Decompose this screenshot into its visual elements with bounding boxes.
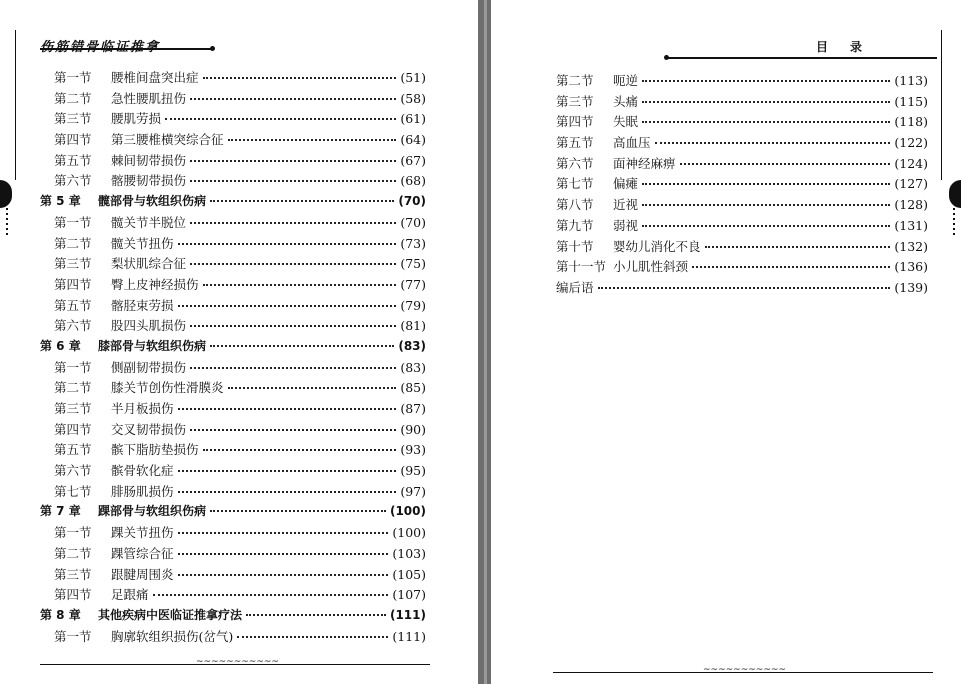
toc-dot-leader: [190, 324, 396, 327]
toc-entry-label: 第 5 章: [40, 194, 81, 209]
toc-entry-title: 膝部骨与软组织伤病: [98, 338, 207, 353]
toc-page-number: (122): [894, 135, 928, 151]
toc-dot-leader: [178, 490, 397, 493]
toc-page-number: (73): [400, 235, 426, 251]
toc-section-entry: [556, 216, 928, 237]
toc-dot-leader: [642, 79, 890, 82]
toc-dot-leader: [642, 100, 890, 103]
thumb-tab-dots: [6, 208, 8, 238]
header-rule: [40, 48, 212, 50]
toc-section-entry: [40, 544, 426, 565]
running-head-contents: 目录: [816, 40, 885, 54]
toc-dot-leader: [642, 120, 890, 123]
toc-entry-title: 偏瘫: [613, 176, 639, 192]
toc-page-number: (90): [400, 421, 426, 437]
toc-entry-title: 急性腰肌扭伤: [111, 90, 187, 106]
toc-page-number: (105): [392, 566, 426, 582]
toc-section-entry: [40, 585, 426, 606]
toc-entry-title: 呃逆: [613, 73, 639, 88]
toc-entry-title: 髌下脂肪垫损伤: [111, 442, 199, 458]
thumb-tab-dots: [953, 208, 955, 238]
toc-entry-label: 第六节: [54, 318, 92, 334]
toc-entry-label: 第三节: [54, 566, 92, 582]
toc-entry-label: 第四节: [54, 587, 92, 603]
toc-page-number: (87): [400, 401, 426, 416]
toc-entry-title: 髌骨软化症: [111, 463, 174, 479]
toc-page-number: (131): [894, 217, 928, 233]
toc-entry-title: 高血压: [613, 135, 651, 151]
toc-section-entry: [40, 296, 426, 317]
toc-dot-leader: [178, 469, 397, 472]
toc-dot-leader: [178, 573, 389, 576]
toc-dot-leader: [190, 221, 396, 224]
toc-section-entry: [40, 151, 426, 172]
toc-list-left: [40, 68, 426, 647]
toc-entry-label: 第二节: [54, 545, 92, 561]
toc-dot-leader: [228, 138, 397, 141]
toc-entry-label: 第一节: [54, 525, 92, 541]
toc-entry-label: 第三节: [54, 111, 92, 127]
toc-entry-label: 第六节: [54, 173, 92, 189]
toc-page-number: (97): [400, 483, 426, 499]
toc-dot-leader: [203, 283, 397, 286]
toc-entry-title: 胸廓软组织损伤(岔气): [111, 628, 234, 644]
footer-ornament: ~~~~~~~~~~~: [196, 657, 279, 667]
toc-dot-leader: [680, 162, 891, 165]
toc-dot-leader: [237, 635, 388, 638]
toc-dot-leader: [178, 407, 397, 410]
toc-entry-label: 第四节: [54, 421, 92, 437]
toc-entry-label: 第 8 章: [40, 607, 81, 622]
toc-entry-label: 第五节: [556, 135, 594, 151]
toc-entry-label: 第二节: [54, 90, 92, 106]
toc-page-number: (103): [392, 545, 426, 561]
toc-page-number: (107): [392, 587, 426, 603]
toc-entry-title: 股四头肌损伤: [111, 318, 187, 334]
toc-entry-title: 足跟痛: [111, 587, 149, 603]
toc-entry-label: 第一节: [54, 628, 92, 644]
toc-entry-title: 踝关节扭伤: [111, 525, 174, 541]
toc-entry-title: 半月板损伤: [111, 401, 174, 416]
toc-page-number: (100): [392, 525, 426, 541]
toc-page-number: (51): [400, 70, 426, 85]
toc-dot-leader: [190, 159, 396, 162]
toc-section-entry: [40, 399, 426, 420]
toc-page-number: (124): [894, 155, 928, 171]
toc-page-number: (118): [894, 114, 928, 130]
toc-page-number: (127): [894, 176, 928, 192]
toc-entry-title: 髋关节扭伤: [111, 235, 174, 251]
toc-dot-leader: [178, 531, 389, 534]
toc-entry-label: 第六节: [556, 155, 594, 171]
toc-dot-leader: [210, 509, 386, 512]
toc-entry-title: 髂腰韧带损伤: [111, 173, 187, 189]
toc-entry-label: 第三节: [54, 401, 92, 416]
right-page: [491, 0, 961, 684]
header-rule-dot: [210, 46, 215, 51]
toc-entry-label: 第十节: [556, 238, 594, 254]
toc-entry-label: 第三节: [54, 256, 92, 272]
toc-section-entry: [556, 133, 928, 154]
toc-entry-title: 膝关节创伤性滑膜炎: [111, 380, 224, 396]
toc-dot-leader: [598, 286, 891, 289]
toc-entry-label: 第五节: [54, 152, 92, 168]
toc-dot-leader: [705, 245, 891, 248]
toc-entry-label: 第 6 章: [40, 338, 81, 353]
toc-page-number: (70): [398, 194, 426, 209]
toc-dot-leader: [190, 97, 396, 100]
toc-entry-label: 第六节: [54, 463, 92, 479]
toc-list-right: [556, 71, 928, 299]
toc-chapter-entry: [40, 606, 426, 627]
toc-entry-label: 第十一节: [556, 259, 607, 275]
toc-section-entry: [40, 109, 426, 130]
toc-entry-title: 小儿肌性斜颈: [613, 259, 689, 275]
toc-entry-title: 髋关节半脱位: [111, 214, 187, 230]
toc-page-number: (61): [400, 111, 426, 127]
toc-chapter-entry: [40, 502, 426, 523]
toc-section-entry: [40, 254, 426, 275]
toc-section-entry: [40, 461, 426, 482]
toc-section-entry: [40, 234, 426, 255]
toc-entry-title: 头痛: [613, 93, 639, 109]
toc-section-entry: [40, 482, 426, 503]
toc-entry-title: 髋部骨与软组织伤病: [98, 194, 207, 209]
header-rule: [667, 57, 937, 59]
toc-section-entry: [40, 523, 426, 544]
toc-section-entry: [40, 358, 426, 379]
toc-entry-label: 第七节: [556, 176, 594, 192]
toc-entry-label: 第四节: [54, 132, 92, 148]
toc-entry-label: 第二节: [54, 235, 92, 251]
toc-section-entry: [40, 275, 426, 296]
toc-section-entry: [40, 565, 426, 586]
toc-entry-title: 面神经麻痹: [613, 155, 676, 171]
toc-entry-title: 腰肌劳损: [111, 111, 162, 127]
toc-dot-leader: [190, 262, 396, 265]
toc-dot-leader: [178, 242, 397, 245]
toc-page-number: (128): [894, 197, 928, 213]
toc-dot-leader: [178, 552, 389, 555]
toc-page-number: (77): [400, 276, 426, 292]
toc-dot-leader: [210, 199, 394, 202]
toc-section-entry: [556, 195, 928, 216]
toc-entry-title: 臀上皮神经损伤: [111, 276, 199, 292]
footer-ornament: ~~~~~~~~~~~: [703, 665, 786, 675]
left-page: [0, 0, 478, 684]
toc-entry-title: 踝部骨与软组织伤病: [98, 504, 207, 519]
toc-page-number: (58): [400, 90, 426, 106]
toc-entry-title: 其他疾病中医临证推拿疗法: [98, 607, 243, 622]
toc-dot-leader: [228, 386, 397, 389]
toc-dot-leader: [642, 224, 890, 227]
toc-entry-title: 近视: [613, 197, 639, 213]
toc-section-entry: [40, 130, 426, 151]
toc-page-number: (70): [400, 214, 426, 230]
toc-page-number: (111): [392, 628, 426, 644]
toc-entry-label: 第八节: [556, 197, 594, 213]
page-gutter-inner: [484, 0, 487, 684]
toc-section-entry: [40, 378, 426, 399]
toc-section-entry: [40, 68, 426, 89]
toc-dot-leader: [210, 344, 394, 347]
toc-page-number: (81): [400, 318, 426, 334]
running-head-book-title: [40, 36, 160, 55]
toc-chapter-entry: [40, 337, 426, 358]
toc-page-number: (83): [400, 359, 426, 375]
toc-section-entry: [556, 112, 928, 133]
toc-entry-label: 第 7 章: [40, 504, 81, 519]
toc-section-entry: [556, 92, 928, 113]
toc-section-entry: [40, 420, 426, 441]
toc-entry-title: 跟腱周围炎: [111, 566, 174, 582]
toc-section-entry: [556, 174, 928, 195]
toc-entry-title: 踝管综合征: [111, 545, 174, 561]
margin-line: [941, 30, 942, 180]
toc-dot-leader: [190, 366, 396, 369]
toc-page-number: (111): [389, 607, 426, 622]
toc-page-number: (68): [400, 173, 426, 189]
toc-page-number: (115): [894, 93, 928, 109]
toc-section-entry: [556, 257, 928, 278]
toc-dot-leader: [642, 182, 890, 185]
toc-section-entry: [40, 89, 426, 110]
toc-entry-label: 第一节: [54, 70, 92, 85]
toc-section-entry: [40, 440, 426, 461]
toc-dot-leader: [153, 593, 389, 596]
toc-page-number: (75): [400, 256, 426, 272]
toc-dot-leader: [190, 428, 396, 431]
toc-entry-label: 第四节: [556, 114, 594, 130]
toc-entry-label: 第七节: [54, 483, 92, 499]
toc-entry-title: 编后语: [556, 279, 594, 295]
toc-page-number: (67): [400, 152, 426, 168]
toc-page-number: (139): [894, 279, 928, 295]
toc-entry-title: 腓肠肌损伤: [111, 483, 174, 499]
toc-section-entry: [556, 237, 928, 258]
toc-entry-title: 交叉韧带损伤: [111, 421, 187, 437]
toc-entry-label: 第五节: [54, 297, 92, 313]
toc-entry-title: 棘间韧带损伤: [111, 152, 187, 168]
toc-page-number: (113): [894, 73, 928, 88]
toc-dot-leader: [203, 76, 397, 79]
toc-dot-leader: [692, 265, 890, 268]
toc-dot-leader: [203, 448, 397, 451]
toc-entry-title: 梨状肌综合征: [111, 256, 187, 272]
thumb-tab-marker: [949, 180, 961, 208]
toc-section-entry: [40, 627, 426, 648]
toc-page-number: (93): [400, 442, 426, 458]
toc-entry-title: 髂胫束劳损: [111, 297, 174, 313]
toc-page-number: (100): [389, 504, 426, 519]
toc-page-number: (64): [400, 132, 426, 148]
toc-entry-label: 第一节: [54, 359, 92, 375]
toc-entry-title: 弱视: [613, 217, 639, 233]
thumb-tab-marker: [0, 180, 12, 208]
toc-dot-leader: [165, 117, 396, 120]
toc-page-number: (85): [400, 380, 426, 396]
toc-entry-title: 腰椎间盘突出症: [111, 70, 199, 85]
toc-entry-label: 第二节: [556, 73, 594, 88]
toc-page-number: (136): [894, 259, 928, 275]
toc-page-number: (95): [400, 463, 426, 479]
toc-entry-title: 失眠: [613, 114, 639, 130]
toc-page-number: (79): [400, 297, 426, 313]
toc-section-entry: [556, 154, 928, 175]
toc-entry-label: 第五节: [54, 442, 92, 458]
toc-entry-label: 第九节: [556, 217, 594, 233]
toc-section-entry: [40, 213, 426, 234]
toc-entry-label: 第二节: [54, 380, 92, 396]
toc-entry-title: 第三腰椎横突综合征: [111, 132, 224, 148]
toc-dot-leader: [190, 179, 396, 182]
margin-line: [15, 30, 16, 180]
toc-section-entry: [556, 278, 928, 299]
toc-page-number: (132): [894, 238, 928, 254]
toc-section-entry: [40, 171, 426, 192]
toc-dot-leader: [655, 141, 891, 144]
toc-entry-title: 侧副韧带损伤: [111, 359, 187, 375]
toc-dot-leader: [246, 613, 386, 616]
toc-entry-title: 婴幼儿消化不良: [613, 238, 701, 254]
toc-section-entry: [40, 316, 426, 337]
toc-dot-leader: [642, 203, 890, 206]
toc-entry-label: 第三节: [556, 93, 594, 109]
toc-entry-label: 第四节: [54, 276, 92, 292]
toc-dot-leader: [178, 304, 397, 307]
toc-entry-label: 第一节: [54, 214, 92, 230]
toc-chapter-entry: [40, 192, 426, 213]
toc-page-number: (83): [398, 338, 426, 353]
toc-section-entry: [556, 71, 928, 92]
